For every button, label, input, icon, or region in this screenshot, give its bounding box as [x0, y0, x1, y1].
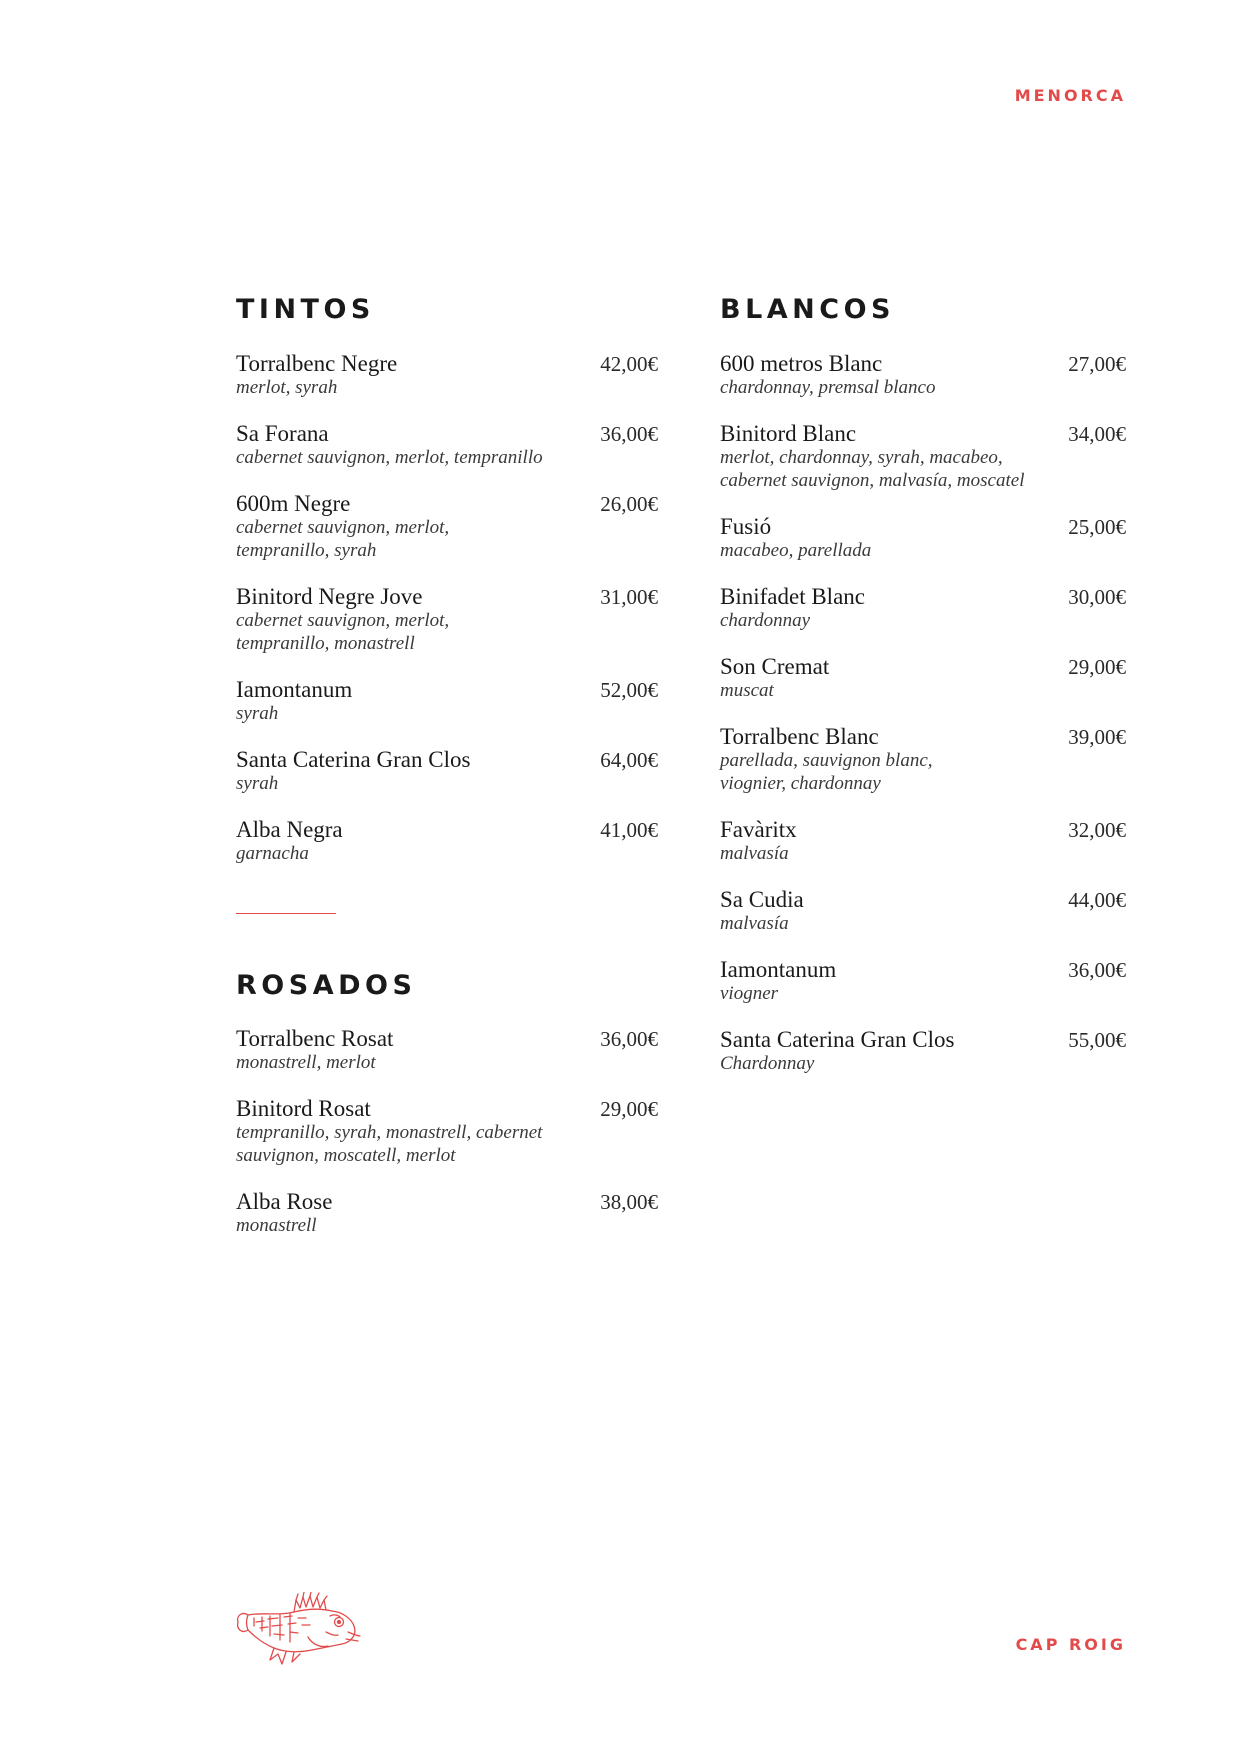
- wine-price: 29,00€: [600, 1097, 658, 1121]
- wine-item: [720, 422, 1126, 492]
- wine-name: Sa Forana: [236, 421, 329, 446]
- wine-name: Sa Cudia: [720, 887, 804, 912]
- wine-price: 36,00€: [600, 1027, 658, 1051]
- wine-name: Binifadet Blanc: [720, 584, 865, 609]
- wine-grapes: monastrell: [236, 1215, 317, 1236]
- wine-name: Torralbenc Blanc: [720, 724, 879, 749]
- section-title-tintos: TINTOS: [236, 294, 375, 325]
- wine-grapes: chardonnay, premsal blanco: [720, 377, 936, 398]
- wine-price: 39,00€: [1068, 725, 1126, 749]
- wine-price: 44,00€: [1068, 888, 1126, 912]
- wine-price: 55,00€: [1068, 1028, 1126, 1052]
- wine-item: [236, 1097, 658, 1167]
- section-title-rosados: ROSADOS: [236, 970, 417, 1001]
- wine-name: Alba Rose: [236, 1189, 333, 1214]
- wine-price: 38,00€: [600, 1190, 658, 1214]
- wine-name: Binitord Rosat: [236, 1096, 371, 1121]
- wine-price: 42,00€: [600, 352, 658, 376]
- wine-grapes: cabernet sauvignon, merlot, tempranillo, monastrell: [236, 610, 450, 654]
- wine-name: Torralbenc Negre: [236, 351, 398, 376]
- wine-item: [236, 818, 658, 865]
- wine-price: 25,00€: [1068, 515, 1126, 539]
- wine-price: 41,00€: [600, 818, 658, 842]
- wine-price: 26,00€: [600, 492, 658, 516]
- wine-item: [720, 655, 1126, 702]
- wine-name: 600 metros Blanc: [720, 351, 883, 376]
- wine-price: 64,00€: [600, 748, 658, 772]
- wine-price: 30,00€: [1068, 585, 1126, 609]
- section-divider: [236, 913, 336, 914]
- wine-price: 32,00€: [1068, 818, 1126, 842]
- wine-grapes: Chardonnay: [720, 1053, 815, 1074]
- wine-grapes: malvasía: [720, 843, 789, 864]
- wine-grapes: syrah: [236, 773, 279, 794]
- wine-grapes: cabernet sauvignon, merlot, tempranillo, syrah: [236, 517, 450, 561]
- wine-grapes: tempranillo, syrah, monastrell, cabernet sauvignon, moscatell, merlot: [236, 1122, 543, 1166]
- wine-name: Fusió: [720, 514, 772, 539]
- wine-name: Alba Negra: [236, 817, 343, 842]
- wine-name: Binitord Blanc: [720, 421, 857, 446]
- wine-grapes: monastrell, merlot: [236, 1052, 376, 1073]
- wine-item: [236, 352, 658, 399]
- wine-price: 34,00€: [1068, 422, 1126, 446]
- wine-name: Torralbenc Rosat: [236, 1026, 394, 1051]
- wine-name: Iamontanum: [236, 677, 353, 702]
- wine-price: 31,00€: [600, 585, 658, 609]
- wine-price: 27,00€: [1068, 352, 1126, 376]
- wine-item: [720, 725, 1126, 795]
- wine-grapes: parellada, sauvignon blanc, viognier, chardonnay: [720, 750, 933, 794]
- wine-grapes: muscat: [720, 680, 774, 701]
- wine-item: [236, 585, 658, 655]
- wine-item: [720, 958, 1126, 1005]
- wine-item: [720, 818, 1126, 865]
- scorpionfish-icon: [234, 1592, 369, 1667]
- wine-list-rosados: [236, 1027, 658, 1260]
- wine-item: [720, 352, 1126, 399]
- wine-name: Favàritx: [720, 817, 797, 842]
- wine-name: Son Cremat: [720, 654, 830, 679]
- brand-label: CAP ROIG: [1015, 1635, 1126, 1654]
- wine-name: Binitord Negre Jove: [236, 584, 423, 609]
- wine-grapes: syrah: [236, 703, 279, 724]
- section-title-blancos: BLANCOS: [720, 294, 895, 325]
- wine-name: Iamontanum: [720, 957, 837, 982]
- wine-grapes: merlot, syrah: [236, 377, 338, 398]
- wine-item: [236, 1190, 658, 1237]
- wine-item: [236, 1027, 658, 1074]
- wine-grapes: garnacha: [236, 843, 309, 864]
- wine-grapes: viogner: [720, 983, 779, 1004]
- wine-grapes: chardonnay: [720, 610, 811, 631]
- wine-item: [720, 515, 1126, 562]
- wine-price: 52,00€: [600, 678, 658, 702]
- wine-price: 36,00€: [600, 422, 658, 446]
- wine-name: Santa Caterina Gran Clos: [720, 1027, 955, 1052]
- wine-grapes: macabeo, parellada: [720, 540, 872, 561]
- location-label: MENORCA: [1014, 86, 1126, 105]
- wine-item: [236, 748, 658, 795]
- wine-item: [720, 1028, 1126, 1075]
- wine-price: 29,00€: [1068, 655, 1126, 679]
- wine-name: 600m Negre: [236, 491, 351, 516]
- wine-name: Santa Caterina Gran Clos: [236, 747, 471, 772]
- wine-item: [236, 422, 658, 469]
- wine-price: 36,00€: [1068, 958, 1126, 982]
- wine-list-tintos: [236, 352, 658, 888]
- wine-item: [720, 888, 1126, 935]
- wine-grapes: merlot, chardonnay, syrah, macabeo, cabernet sauvignon, malvasía, moscatel: [720, 447, 1025, 491]
- wine-grapes: cabernet sauvignon, merlot, tempranillo: [236, 447, 543, 468]
- wine-grapes: malvasía: [720, 913, 789, 934]
- wine-item: [236, 678, 658, 725]
- wine-list-blancos: [720, 352, 1126, 1098]
- wine-item: [720, 585, 1126, 632]
- wine-item: [236, 492, 658, 562]
